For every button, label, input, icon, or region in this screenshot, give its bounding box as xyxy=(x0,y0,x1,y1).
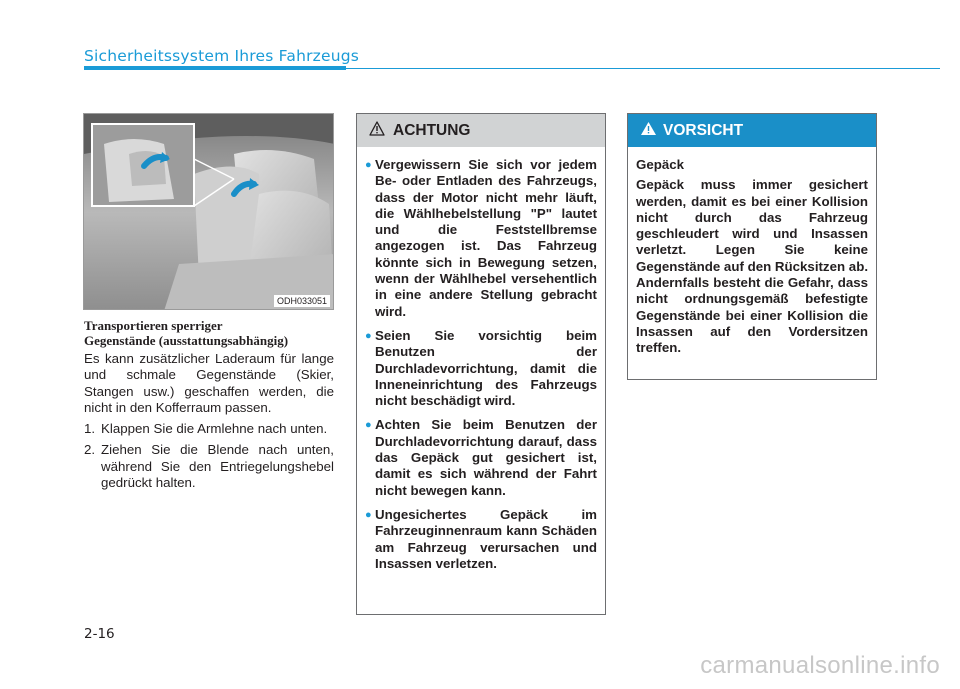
section-subheading xyxy=(84,318,336,348)
left-body xyxy=(84,351,334,496)
step-item xyxy=(84,442,334,491)
vorsicht-body xyxy=(628,147,876,357)
figure-caption: ODH033051 xyxy=(274,295,330,307)
header-title: Sicherheitssystem Ihres Fahrzeugs xyxy=(84,47,360,65)
achtung-item-text: Achten Sie beim Benutzen der Durchladevorrichtung darauf, dass das Gepäck gut gesichert ist, damit es sich während der Fahrt nicht bewegen kann. xyxy=(375,417,597,498)
header-rule-thick xyxy=(84,66,346,70)
achtung-header xyxy=(357,114,605,147)
step-number: 1. xyxy=(84,421,96,437)
warning-triangle-icon xyxy=(640,121,657,141)
achtung-body xyxy=(357,147,605,572)
achtung-title: ACHTUNG xyxy=(393,121,471,139)
page-number: 2-16 xyxy=(84,626,115,642)
achtung-item xyxy=(365,417,597,498)
header-rule-thin xyxy=(346,68,940,70)
bullet-dot-icon: ● xyxy=(365,159,372,171)
vorsicht-text: Gepäck muss immer gesichert werden, damit es bei einer Kollision nicht durch das Fahrzeug geschleudert wird und Insassen verletzt. Legen Sie keine Gegenstände auf den Rücksitzen ab. Andernfalls besteht die Gefahr, dass nicht ordnungsgemäß befestigte Gegenstände bei einer Kollision die Insassen auf den Vordersitzen treffen. xyxy=(636,177,869,356)
vorsicht-title: VORSICHT xyxy=(663,121,744,139)
achtung-item-text: Vergewissern Sie sich vor jedem Be- oder Entladen des Fahrzeugs, dass der Motor nicht mehr läuft, die Wählhebelstellung "P" lautet und die Feststellbremse angezogen ist. Das Fahrzeug könnte sich in Bewegung setzen, wenn der Wählhebel versehentlich in eine andere Stellung gebracht wird. xyxy=(375,157,597,319)
vorsicht-header xyxy=(628,114,876,147)
watermark: carmanualsonline.info xyxy=(700,652,940,679)
achtung-item xyxy=(365,157,597,320)
intro-paragraph: Es kann zusätzlicher Laderaum für lange und schmale Gegenstände (Skier, Stangen usw.) geschaffen werden, die nicht in den Kofferraum passen. xyxy=(84,351,334,415)
subheading-line-2: Gegenstände (ausstattungsabhängig) xyxy=(84,333,289,348)
vorsicht-heading: Gepäck xyxy=(636,157,685,172)
rear-seat-photo xyxy=(83,113,334,310)
achtung-item xyxy=(365,328,597,409)
subheading-line-1: Transportieren sperriger xyxy=(84,318,223,333)
step-number: 2. xyxy=(84,442,96,458)
achtung-box xyxy=(356,113,606,615)
bullet-dot-icon: ● xyxy=(365,419,372,432)
step-item xyxy=(84,421,334,437)
achtung-item-text: Ungesichertes Gepäck im Fahrzeuginnenraum kann Schäden am Fahrzeug verursachen und Insassen verletzen. xyxy=(375,506,597,571)
vorsicht-box xyxy=(627,113,877,380)
achtung-item xyxy=(365,507,597,572)
warning-triangle-icon xyxy=(369,121,385,141)
step-text: Ziehen Sie die Blende nach unten, während Sie den Entriegelungshebel gedrückt halten. xyxy=(101,442,334,491)
bullet-dot-icon: ● xyxy=(365,508,372,521)
achtung-item-text: Seien Sie vorsichtig beim Benutzen der Durchladevorrichtung, damit die Inneneinrichtung des Fahrzeugs nicht beschädigt wird. xyxy=(375,327,597,409)
step-text: Klappen Sie die Armlehne nach unten. xyxy=(101,421,328,437)
bullet-dot-icon: ● xyxy=(365,329,372,342)
rear-seat-illustration xyxy=(84,114,334,310)
